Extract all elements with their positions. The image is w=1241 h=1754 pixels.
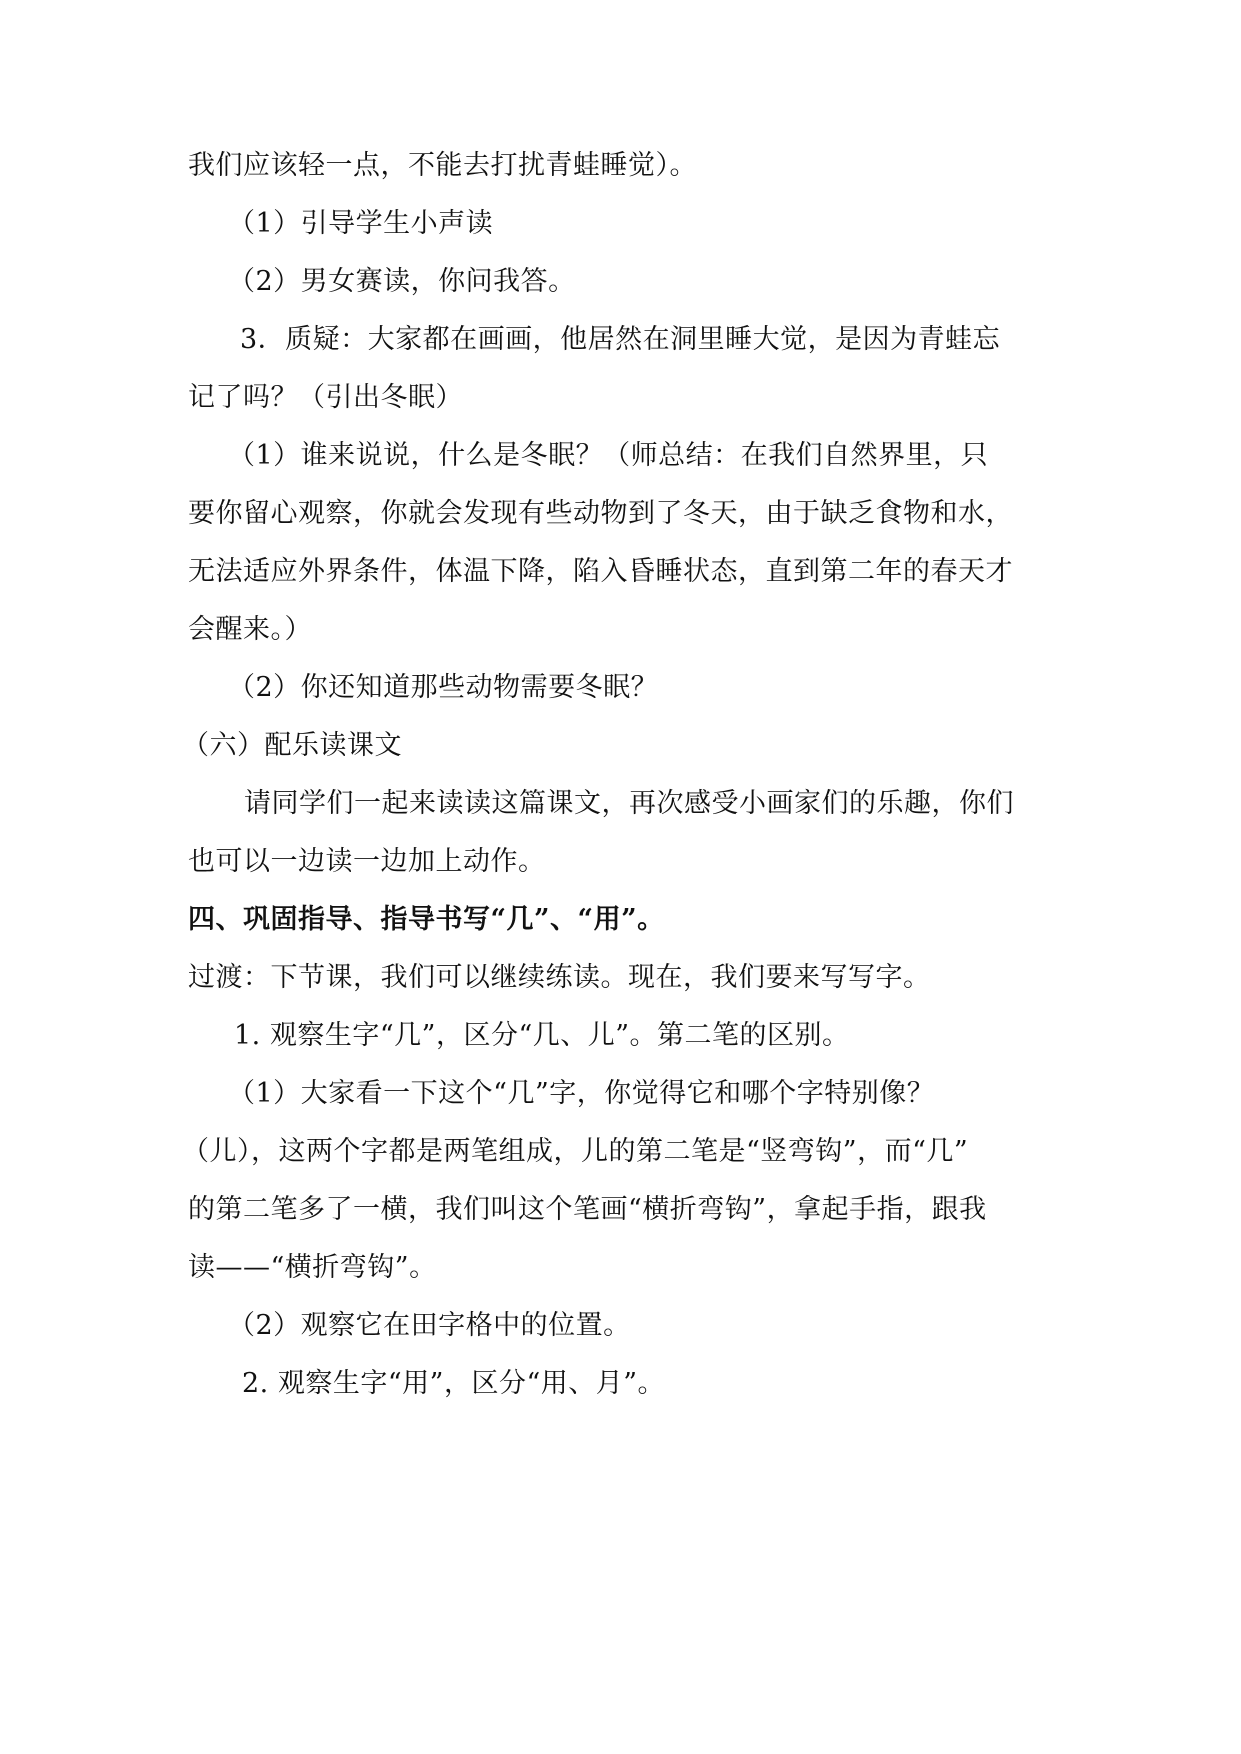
paragraph-line: 2. 观察生字“用”，区分“用、月”。 <box>242 1368 666 1399</box>
paragraph-line: （2）观察它在田字格中的位置。 <box>228 1310 631 1341</box>
paragraph-line: 1. 观察生字“几”，区分“几、儿”。第二笔的区别。 <box>234 1020 850 1051</box>
paragraph-line: 记了吗？（引出冬眠） <box>188 382 463 413</box>
paragraph-line: 请同学们一起来读读这篇课文，再次感受小画家们的乐趣，你们 <box>244 788 1014 819</box>
section-heading-bold: 四、巩固指导、指导书写“几”、“用”。 <box>188 904 665 935</box>
paragraph-line: 我们应该轻一点，不能去打扰青蛙睡觉）。 <box>188 150 697 181</box>
paragraph-line: 的第二笔多了一横，我们叫这个笔画“横折弯钩”，拿起手指，跟我 <box>188 1194 987 1225</box>
paragraph-line: 读——“横折弯钩”。 <box>188 1252 437 1283</box>
paragraph-line: 3．质疑：大家都在画画，他居然在洞里睡大觉，是因为青蛙忘 <box>240 324 1001 355</box>
paragraph-line: （1）引导学生小声读 <box>228 208 494 239</box>
paragraph-line: （1）大家看一下这个“几”字，你觉得它和哪个字特别像？ <box>228 1078 935 1109</box>
paragraph-line: 过渡：下节课，我们可以继续练读。现在，我们要来写写字。 <box>188 962 931 993</box>
paragraph-line: （1）谁来说说，什么是冬眠？（师总结：在我们自然界里，只 <box>228 440 989 471</box>
paragraph-line: 会醒来。） <box>188 614 312 645</box>
paragraph-line: （2）你还知道那些动物需要冬眠？ <box>228 672 659 703</box>
paragraph-line: 无法适应外界条件，体温下降，陷入昏睡状态，直到第二年的春天才 <box>188 556 1013 587</box>
paragraph-line: 也可以一边读一边加上动作。 <box>188 846 546 877</box>
section-heading: （六）配乐读课文 <box>182 730 402 761</box>
paragraph-line: （儿），这两个字都是两笔组成，儿的第二笔是“竖弯钩”，而“几” <box>182 1136 969 1167</box>
paragraph-line: 要你留心观察，你就会发现有些动物到了冬天，由于缺乏食物和水， <box>188 498 1013 529</box>
paragraph-line: （2）男女赛读，你问我答。 <box>228 266 576 297</box>
